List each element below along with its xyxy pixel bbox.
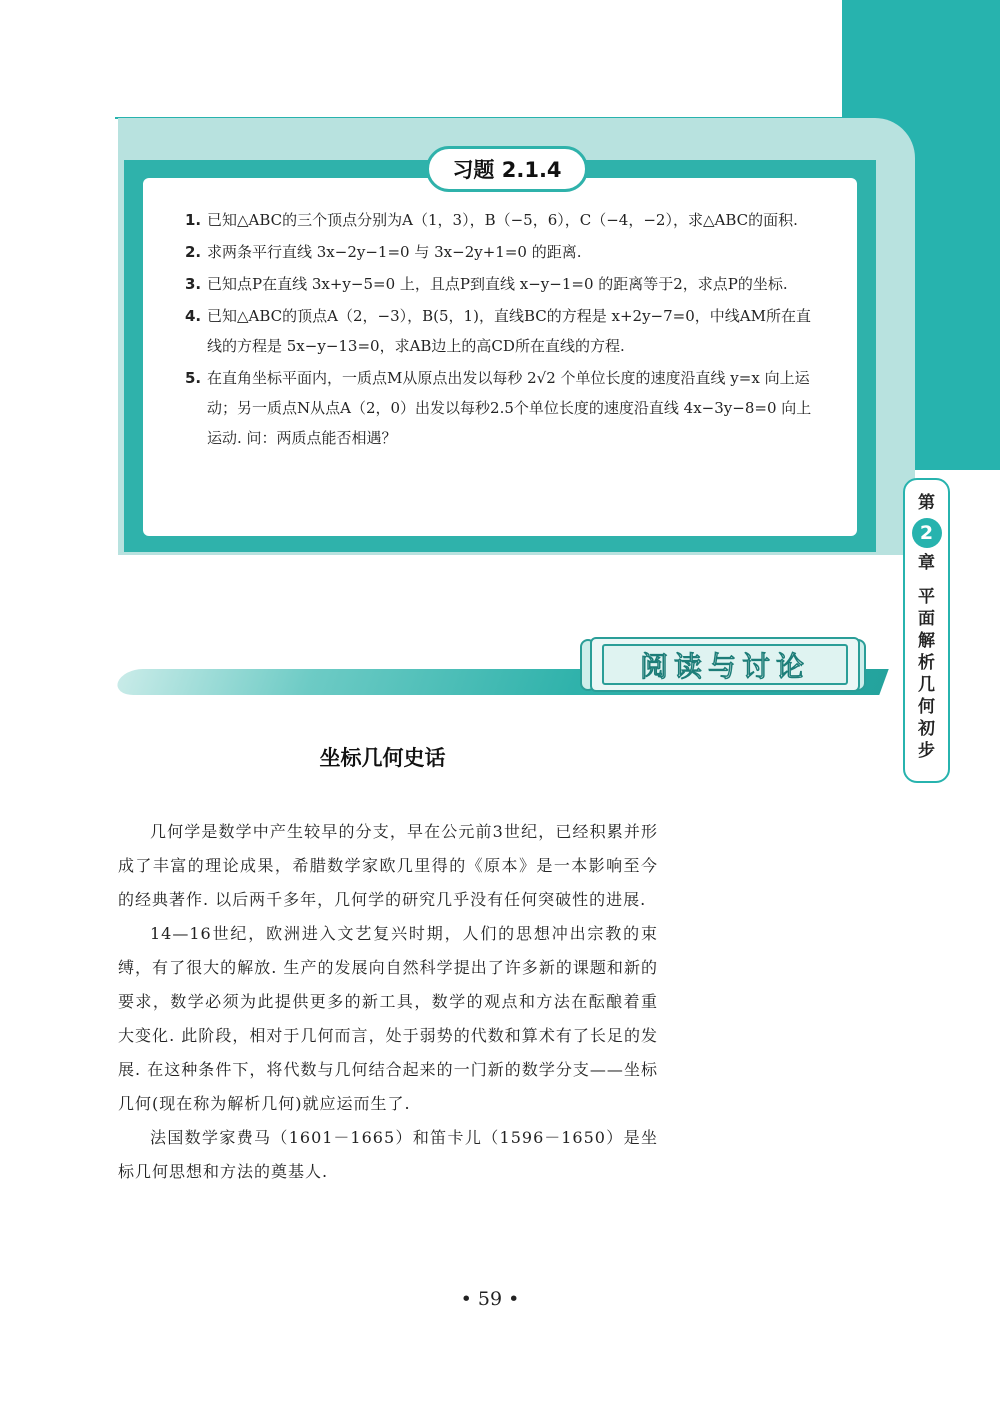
exercise-title: 习题 2.1.4 — [426, 146, 588, 192]
exercise-text: 在直角坐标平面内，一质点M从原点出发以每秒 2√2 个单位长度的速度沿直线 y=x 向上运动；另一质点N从点A（2，0）出发以每秒2.5个单位长度的速度沿直线 4x−3y−8=0 向上运动. 问：两质点能否相遇？ — [207, 369, 812, 447]
exercise-number: 3. — [185, 275, 202, 293]
page-number-text: • 59 • — [460, 1288, 520, 1310]
exercise-item — [185, 237, 825, 267]
exercise-item — [185, 205, 825, 235]
reading-banner-scroll — [590, 637, 860, 692]
chapter-name-char: 何 — [918, 697, 935, 717]
exercise-list — [185, 205, 825, 455]
chapter-side-tab — [903, 478, 950, 783]
exercise-text: 已知△ABC的顶点A（2，−3），B(5，1)，直线BC的方程是 x+2y−7=0，中线AM所在直线的方程是 5x−y−13=0，求AB边上的高CD所在直线的方程. — [207, 307, 811, 355]
chapter-name — [918, 586, 935, 762]
chapter-name-char: 初 — [918, 719, 935, 739]
article-paragraph: 几何学是数学中产生较早的分支，早在公元前3世纪，已经积累并形成了丰富的理论成果，希腊数学家欧几里得的《原本》是一本影响至今的经典著作. 以后两千多年，几何学的研究几乎没有任何突破性的进展. — [118, 822, 658, 909]
exercise-item — [185, 363, 825, 453]
exercise-text: 求两条平行直线 3x−2y−1=0 与 3x−2y+1=0 的距离. — [207, 243, 582, 261]
exercise-item — [185, 301, 825, 361]
article-paragraph: 14—16世纪，欧洲进入文艺复兴时期，人们的思想冲出宗教的束缚，有了很大的解放. 生产的发展向自然科学提出了许多新的课题和新的要求，数学必须为此提供更多的新工具，数学的观点和方法在酝酿着重大变化. 此阶段，相对于几何而言，处于弱势的代数和算术有了长足的发展. 在这种条件下，将代数与几何结合起来的一门新的数学分支——坐标几何(现在称为解析几何)就应运而生了. — [118, 924, 658, 1113]
article-title: 坐标几何史话 — [319, 746, 446, 770]
exercise-number: 1. — [185, 211, 202, 229]
exercise-item — [185, 269, 825, 299]
chapter-name-char: 几 — [918, 675, 935, 695]
chapter-name-char: 步 — [918, 741, 935, 761]
reading-banner-label: 阅读与讨论 — [602, 644, 848, 685]
page-number — [0, 1288, 1000, 1310]
chapter-suffix: 章 — [918, 553, 935, 573]
exercise-number: 5. — [185, 369, 202, 387]
chapter-prefix: 第 — [918, 493, 935, 513]
article-body — [118, 815, 658, 1189]
exercise-text: 已知点P在直线 3x+y−5=0 上，且点P到直线 x−y−1=0 的距离等于2，求点P的坐标. — [207, 275, 788, 293]
chapter-name-char: 平 — [918, 587, 935, 607]
chapter-name-char: 解 — [918, 631, 935, 651]
chapter-name-char: 面 — [918, 609, 935, 629]
exercise-text: 已知△ABC的三个顶点分别为A（1，3），B（−5，6），C（−4，−2），求△ABC的面积. — [207, 211, 798, 229]
article-paragraph: 法国数学家费马（1601－1665）和笛卡儿（1596－1650）是坐标几何思想和方法的奠基人. — [118, 1128, 658, 1181]
chapter-number-badge: 2 — [912, 518, 942, 548]
exercise-number: 4. — [185, 307, 202, 325]
exercise-number: 2. — [185, 243, 202, 261]
chapter-name-char: 析 — [918, 653, 935, 673]
